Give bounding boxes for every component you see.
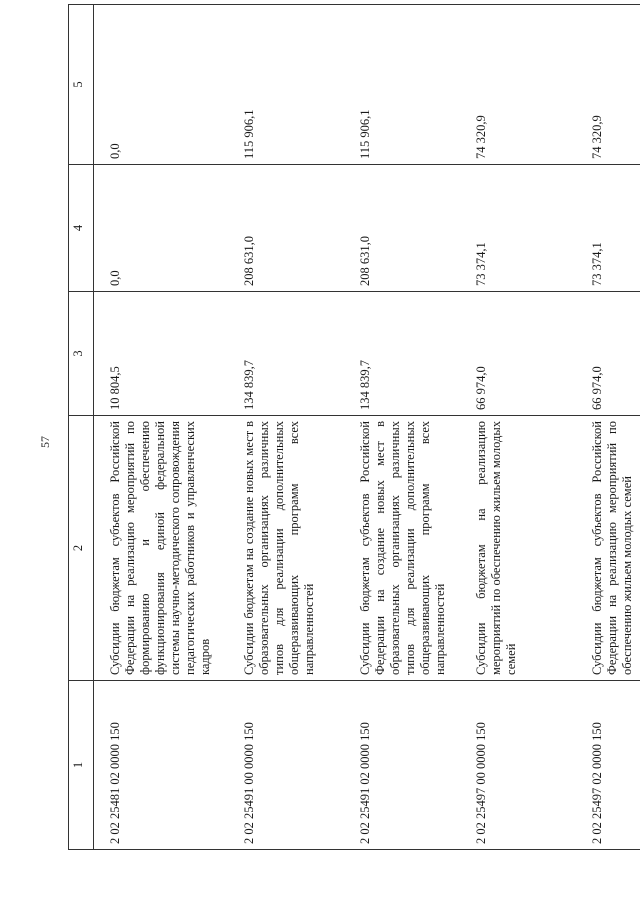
description-cell: Субсидии бюджетам на создание новых мест в образовательных организациях различных типов для реализации дополнительных общеразвивающих программ всех направленностей (228, 416, 344, 681)
page-number: 57 (38, 436, 52, 448)
value-col3-cell: 134 839,7 (228, 292, 344, 416)
value-col3-cell: 134 839,7 (344, 292, 460, 416)
value-col4-cell: 208 631,0 (344, 165, 460, 292)
value-col3-cell: 66 974,0 (460, 292, 576, 416)
table-row (344, 5, 460, 850)
table-row (228, 5, 344, 850)
table-row (576, 5, 640, 850)
value-col3-cell: 66 974,0 (576, 292, 640, 416)
value-col5-cell: 115 906,1 (228, 5, 344, 165)
budget-code-cell: 2 02 25491 02 0000 150 (344, 681, 460, 850)
column-header-2: 2 (69, 416, 94, 681)
column-header-1: 1 (69, 681, 94, 850)
rotated-table-container (68, 50, 634, 850)
table-header-row (69, 5, 94, 850)
budget-code-cell: 2 02 25497 02 0000 150 (576, 681, 640, 850)
value-col5-cell: 115 906,1 (344, 5, 460, 165)
value-col5-cell: 74 320,9 (576, 5, 640, 165)
value-col3-cell: 10 804,5 (94, 292, 229, 416)
value-col4-cell: 73 374,1 (576, 165, 640, 292)
description-cell: Субсидии бюджетам субъектов Российской Федерации на создание новых мест в образовательных организациях различных типов для реализации дополнительных общеразвивающих программ всех направленностей (344, 416, 460, 681)
value-col4-cell: 208 631,0 (228, 165, 344, 292)
budget-code-cell: 2 02 25491 00 0000 150 (228, 681, 344, 850)
budget-code-cell: 2 02 25481 02 0000 150 (94, 681, 229, 850)
budget-code-cell: 2 02 25497 00 0000 150 (460, 681, 576, 850)
table-row (94, 5, 229, 850)
description-cell: Субсидии бюджетам субъектов Российской Федерации на реализацию мероприятий по обеспечению жильем молодых семей (576, 416, 640, 681)
value-col4-cell: 73 374,1 (460, 165, 576, 292)
table-row (460, 5, 576, 850)
budget-table (68, 4, 640, 850)
description-cell: Субсидии бюджетам на реализацию мероприятий по обеспечению жильем молодых семей (460, 416, 576, 681)
value-col5-cell: 74 320,9 (460, 5, 576, 165)
column-header-4: 4 (69, 165, 94, 292)
column-header-3: 3 (69, 292, 94, 416)
value-col5-cell: 0,0 (94, 5, 229, 165)
value-col4-cell: 0,0 (94, 165, 229, 292)
column-header-5: 5 (69, 5, 94, 165)
description-cell: Субсидии бюджетам субъектов Российской Федерации на реализацию мероприятий по формированию и обеспечению функционирования единой федеральной системы научно-методического сопровождения педагогических работников и управленческих кадров (94, 416, 229, 681)
